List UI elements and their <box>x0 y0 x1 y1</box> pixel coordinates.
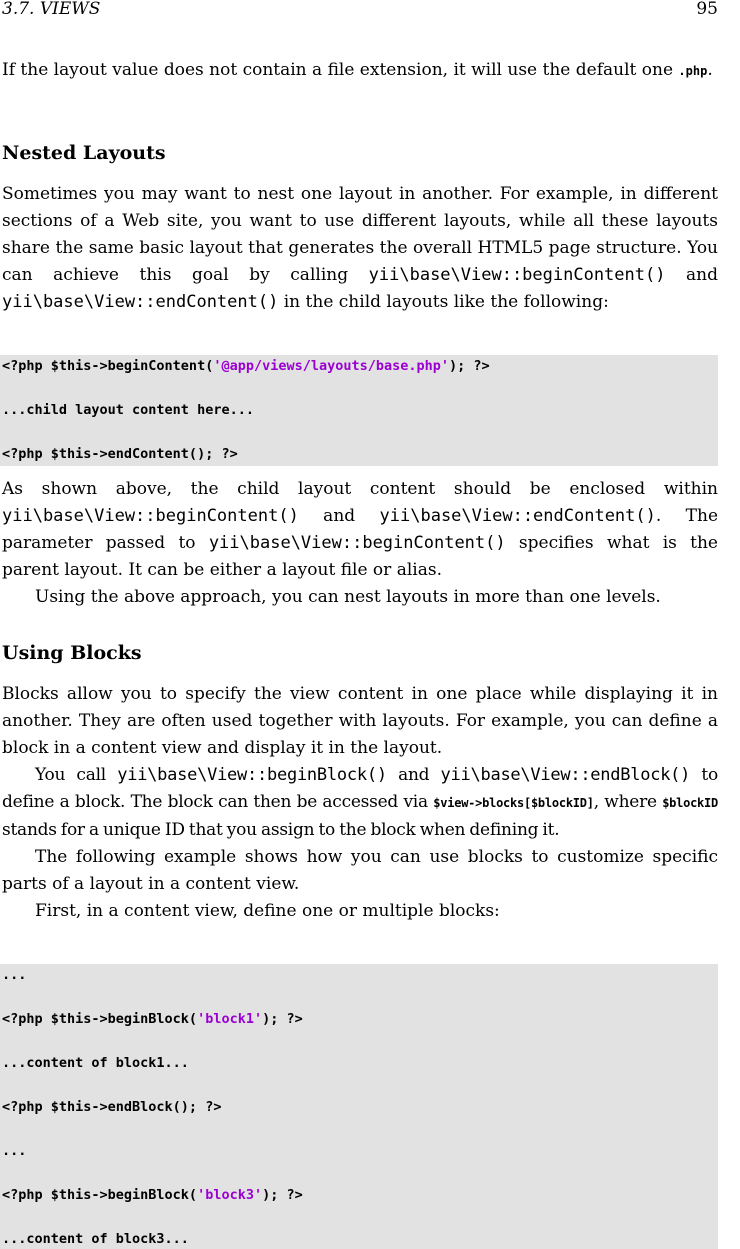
using-blocks-text <box>2 681 718 925</box>
code-string: 'block1' <box>197 1011 263 1027</box>
nested-layouts-paragraph-1 <box>2 181 718 316</box>
inline-code: yii\base\View::beginContent() <box>208 533 506 553</box>
text: , where <box>593 792 663 812</box>
code-string: 'block3' <box>197 1187 263 1203</box>
inline-code: yii\base\View::endBlock() <box>440 765 691 785</box>
code-line: <?php $this->endBlock(); ?> <box>2 1099 222 1115</box>
blocks-paragraph-4: First, in a content view, define one or multiple blocks: <box>35 901 500 921</box>
text: As shown above, the child layout content should be enclosed within <box>2 479 718 499</box>
code-block-blocks <box>0 964 718 1249</box>
intro-text: If the layout value does not contain a file extension, it will use the default one <box>2 60 679 80</box>
text: and <box>386 765 441 785</box>
code-line: ...child layout content here... <box>2 402 254 418</box>
code-line: <?php $this->beginContent('@app/views/layouts/base.php'); ?> <box>2 358 490 374</box>
code-line: ... <box>2 1143 27 1159</box>
inline-code: $view->blocks[$blockID] <box>433 796 594 810</box>
inline-code: $blockID <box>662 796 718 810</box>
inline-code: yii\base\View::endContent() <box>2 292 279 312</box>
inline-code: yii\base\View::beginContent() <box>2 506 299 526</box>
code-line: <?php $this->endContent(); ?> <box>2 446 238 462</box>
text: stands for a unique ID that you assign to the block when defining it. <box>2 820 560 840</box>
inline-code: yii\base\View::beginBlock() <box>117 765 387 785</box>
intro-end: . <box>707 60 713 80</box>
code-string: '@app/views/layouts/base.php' <box>213 358 450 374</box>
blocks-paragraph-3: The following example shows how you can use blocks to customize specific parts of a layout in a content view. <box>2 847 718 894</box>
inline-code: yii\base\View::beginContent() <box>368 265 666 285</box>
nested-layouts-paragraph-3: Using the above approach, you can nest layouts in more than one levels. <box>35 587 661 607</box>
blocks-paragraph-2 <box>2 762 718 844</box>
text: Sometimes you may want to nest one layout in another. For example, in different sections of a Web site, you want to use different layouts, while all these layouts share the same basic layout that generates the overall HTML5 page structure. You can achieve this goal by calling <box>2 184 718 285</box>
using-blocks-heading <box>2 640 718 667</box>
code-line: <?php $this->beginBlock('block1'); ?> <box>2 1011 303 1027</box>
text: to define a block. The block can then be accessed via <box>2 765 718 812</box>
text: in the child layouts like the following: <box>278 292 609 312</box>
text: . The parameter passed to <box>2 506 718 553</box>
blocks-paragraph-1: Blocks allow you to specify the view content in one place while displaying it in another. They are often used together with layouts. For example, you can define a block in a content view and display it in the layout. <box>2 684 718 758</box>
php-extension: .php <box>678 64 708 78</box>
code-line: <?php $this->beginBlock('block3'); ?> <box>2 1187 303 1203</box>
code-line: ...content of block1... <box>2 1055 189 1071</box>
section-heading: Nested Layouts <box>2 142 166 164</box>
chapter-title: 3.7. VIEWS <box>2 0 101 19</box>
text: and <box>665 265 718 285</box>
code-block-nested <box>0 355 718 466</box>
page-number: 95 <box>696 0 718 19</box>
intro-paragraph <box>2 57 718 85</box>
code-line: ...content of block3... <box>2 1231 189 1247</box>
nested-layouts-paragraph-2 <box>2 476 718 611</box>
text: and <box>298 506 380 526</box>
nested-layouts-heading <box>2 140 718 167</box>
text: specifies what is the parent layout. It can be either a layout file or alias. <box>2 533 718 580</box>
code-line: ... <box>2 967 27 983</box>
text: You call <box>35 765 118 785</box>
inline-code: yii\base\View::endContent() <box>379 506 656 526</box>
section-heading: Using Blocks <box>2 642 142 664</box>
